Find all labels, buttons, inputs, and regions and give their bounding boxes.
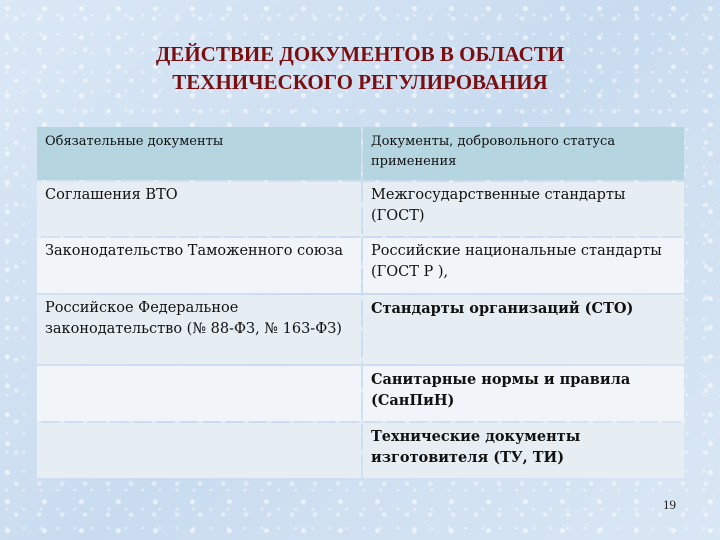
page-number: 19 — [663, 497, 676, 512]
table-row — [37, 295, 684, 364]
table-cell: Российские национальные стандарты (ГОСТ Р ), — [363, 238, 684, 293]
table-row — [37, 366, 684, 421]
table-cell: Стандарты организаций (СТО) — [363, 295, 684, 364]
table-cell: Законодательство Таможенного союза — [37, 238, 361, 293]
table-row — [37, 238, 684, 293]
table-cell: Технические документы изготовителя (ТУ, ТИ) — [363, 423, 684, 478]
header-cell-voluntary: Документы, добровольного статуса применения — [363, 127, 684, 180]
header-cell-mandatory: Обязательные документы — [37, 127, 361, 180]
slide-title-line-2: ТЕХНИЧЕСКОГО РЕГУЛИРОВАНИЯ — [172, 70, 548, 94]
table-cell — [37, 423, 361, 478]
slide-title — [0, 40, 720, 96]
documents-table — [35, 125, 686, 480]
table-row — [37, 423, 684, 478]
table-cell: Российское Федеральное законодательство (№ 88-ФЗ, № 163-ФЗ) — [37, 295, 361, 364]
table-cell — [37, 366, 361, 421]
table-cell: Соглашения ВТО — [37, 182, 361, 236]
table-cell: Санитарные нормы и правила (СанПиН) — [363, 366, 684, 421]
slide-title-line-1: ДЕЙСТВИЕ ДОКУМЕНТОВ В ОБЛАСТИ — [155, 42, 565, 66]
table-row — [37, 182, 684, 236]
table-cell: Межгосударственные стандарты (ГОСТ) — [363, 182, 684, 236]
table-header-row — [37, 127, 684, 180]
